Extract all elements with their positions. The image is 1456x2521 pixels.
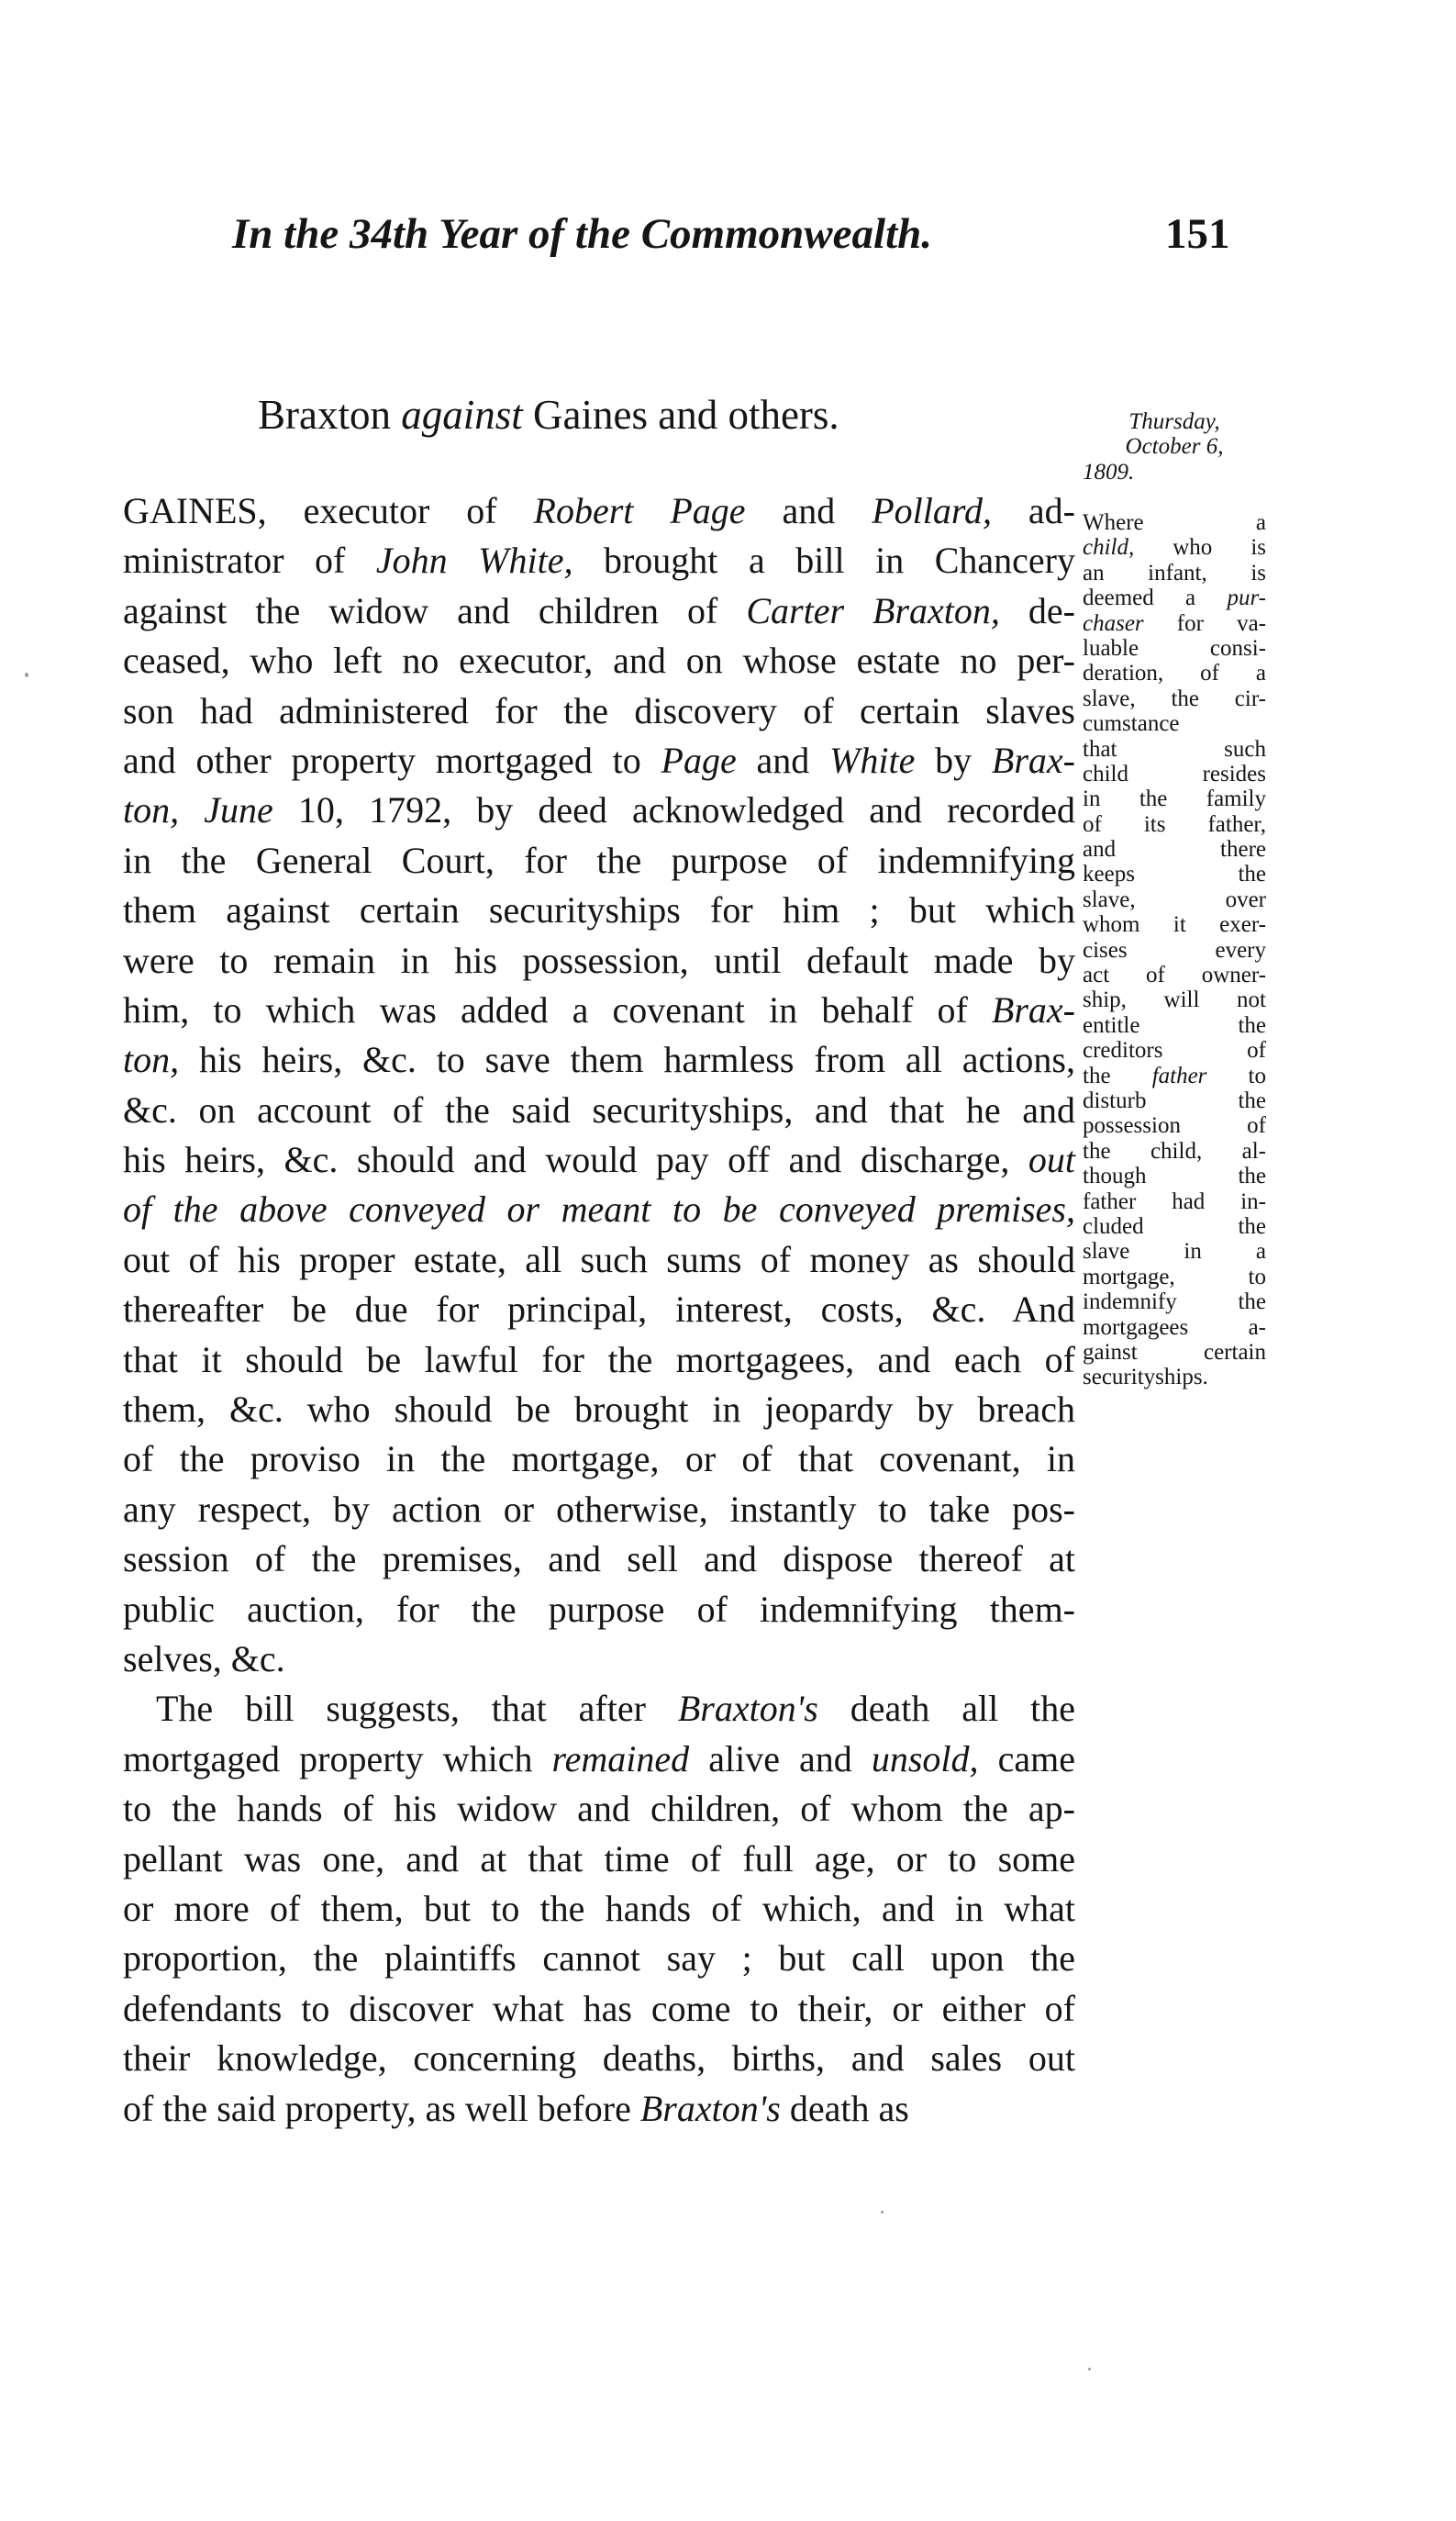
margin-note-line: child, who is: [1083, 535, 1266, 561]
text-line: The bill suggests, that after Braxton's death all the: [156, 1688, 1075, 1730]
text-line: out of his proper estate, all such sums of money as should: [123, 1238, 1075, 1280]
text-line: that it should be lawful for the mortgagees, and each of: [123, 1338, 1075, 1380]
text-line: ton, his heirs, &c. to save them harmless from all actions,: [123, 1039, 1075, 1081]
text-line: them, &c. who should be brought in jeopardy by breach: [123, 1389, 1075, 1431]
margin-summary-note: [1083, 510, 1266, 1390]
text-line: of the above conveyed or meant to be conveyed premises,: [123, 1188, 1075, 1231]
margin-note-line: securityships.: [1083, 1365, 1208, 1390]
margin-date-line: 1809.: [1083, 459, 1135, 485]
text-line: son had administered for the discovery of certain slaves: [123, 689, 1075, 731]
margin-note-line: mortgagees a-: [1083, 1314, 1266, 1340]
text-line: selves, &c.: [123, 1637, 285, 1679]
margin-note-line: gainst certain: [1083, 1339, 1266, 1365]
main-text: [123, 486, 1075, 2134]
text-line: mortgaged property which remained alive and unsold, came: [123, 1737, 1075, 1779]
text-line: pellant was one, and at that time of full age, or to some: [123, 1837, 1075, 1880]
margin-note-line: of its father,: [1083, 811, 1266, 837]
margin-note-line: keeps the: [1083, 862, 1266, 887]
margin-note-line: slave, over: [1083, 887, 1266, 912]
margin-note-line: the father to: [1083, 1063, 1266, 1088]
margin-note-line: slave, the cir-: [1083, 686, 1266, 711]
text-line: GAINES, executor of Robert Page and Pollard, ad-: [123, 490, 1075, 531]
text-line: against the widow and children of Carter Braxton, de-: [123, 589, 1076, 631]
paragraph-bill: [123, 486, 1075, 1684]
margin-date: [1083, 409, 1266, 485]
margin-note-line: an infant, is: [1083, 560, 1266, 586]
margin-note-line: chaser for va-: [1083, 610, 1266, 636]
text-line: him, to which was added a covenant in behalf of Brax-: [123, 988, 1075, 1031]
stray-mark: [25, 673, 28, 677]
margin-note-line: cumstance: [1083, 711, 1180, 737]
margin-note-line: mortgage, to: [1083, 1264, 1266, 1289]
margin-note-line: in the family: [1083, 786, 1266, 812]
text-line: them against certain securityships for him ; but which: [123, 889, 1075, 931]
text-line: public auction, for the purpose of indemnifying them-: [123, 1588, 1075, 1630]
margin-note-line: though the: [1083, 1164, 1266, 1189]
margin-note-line: indemnify the: [1083, 1289, 1266, 1315]
margin-note-line: disturb the: [1083, 1088, 1266, 1113]
stray-mark: [881, 2211, 884, 2214]
margin-note-line: ship, will not: [1083, 987, 1266, 1013]
margin-note-line: entitle the: [1083, 1012, 1266, 1038]
margin-note-line: the child, al-: [1083, 1138, 1266, 1164]
stray-mark: [1088, 2368, 1091, 2370]
margin-note-line: deration, of a: [1083, 661, 1266, 686]
text-line: session of the premises, and sell and dispose thereof at: [123, 1538, 1075, 1580]
text-line: to the hands of his widow and children, of whom the ap-: [123, 1788, 1075, 1830]
margin-date-line: Thursday,: [1128, 409, 1220, 434]
text-line: defendants to discover what has come to their, or either of: [123, 1987, 1075, 2029]
margin-note-line: cluded the: [1083, 1213, 1266, 1239]
text-line: in the General Court, for the purpose of indemnifying: [123, 839, 1075, 881]
margin-note-line: father had in-: [1083, 1188, 1266, 1214]
text-line: &c. on account of the said securityships, and that he and: [123, 1088, 1075, 1131]
margin-note-line: Where a: [1083, 510, 1266, 535]
text-line: and other property mortgaged to Page and White by Brax-: [123, 739, 1075, 781]
margin-note-line: and there: [1083, 837, 1266, 863]
margin-date-line: October 6,: [1125, 434, 1224, 460]
running-head: In the 34th Year of the Commonwealth.: [232, 210, 933, 258]
text-line: proportion, the plaintiffs cannot say ; but call upon the: [123, 1937, 1075, 1980]
margin-note-line: act of owner-: [1083, 963, 1266, 988]
page-number: 151: [1165, 210, 1230, 258]
margin-note-line: cises every: [1083, 937, 1266, 963]
text-line: ceased, who left no executor, and on whose estate no per-: [123, 640, 1075, 682]
case-title: Braxton against Gaines and others.: [258, 392, 839, 438]
margin-note-line: child resides: [1083, 761, 1266, 786]
paragraph-suggestion: [123, 1684, 1075, 2134]
margin-note-line: slave in a: [1083, 1239, 1266, 1265]
text-line: of the proviso in the mortgage, or of that covenant, in: [123, 1438, 1075, 1480]
margin-note-line: possession of: [1083, 1113, 1266, 1139]
margin-note-line: luable consi-: [1083, 635, 1266, 661]
text-line: their knowledge, concerning deaths, births, and sales out: [123, 2037, 1075, 2080]
text-line: ministrator of John White, brought a bill in Chancery: [123, 540, 1075, 582]
text-line: or more of them, but to the hands of which, and in what: [123, 1887, 1075, 1929]
margin-note-line: that such: [1083, 736, 1266, 762]
margin-note-line: whom it exer-: [1083, 912, 1266, 938]
text-line: were to remain in his possession, until default made by: [123, 939, 1075, 981]
text-line: of the said property, as well before Braxton's death as: [123, 2087, 909, 2129]
margin-note-line: deemed a pur-: [1083, 586, 1266, 611]
text-line: his heirs, &c. should and would pay off and discharge, out: [123, 1139, 1075, 1181]
margin-note-line: creditors of: [1083, 1038, 1266, 1064]
text-line: ton, June 10, 1792, by deed acknowledged and recorded: [123, 789, 1075, 831]
text-line: any respect, by action or otherwise, instantly to take pos-: [123, 1488, 1075, 1530]
text-line: thereafter be due for principal, interest, costs, &c. And: [123, 1288, 1075, 1331]
